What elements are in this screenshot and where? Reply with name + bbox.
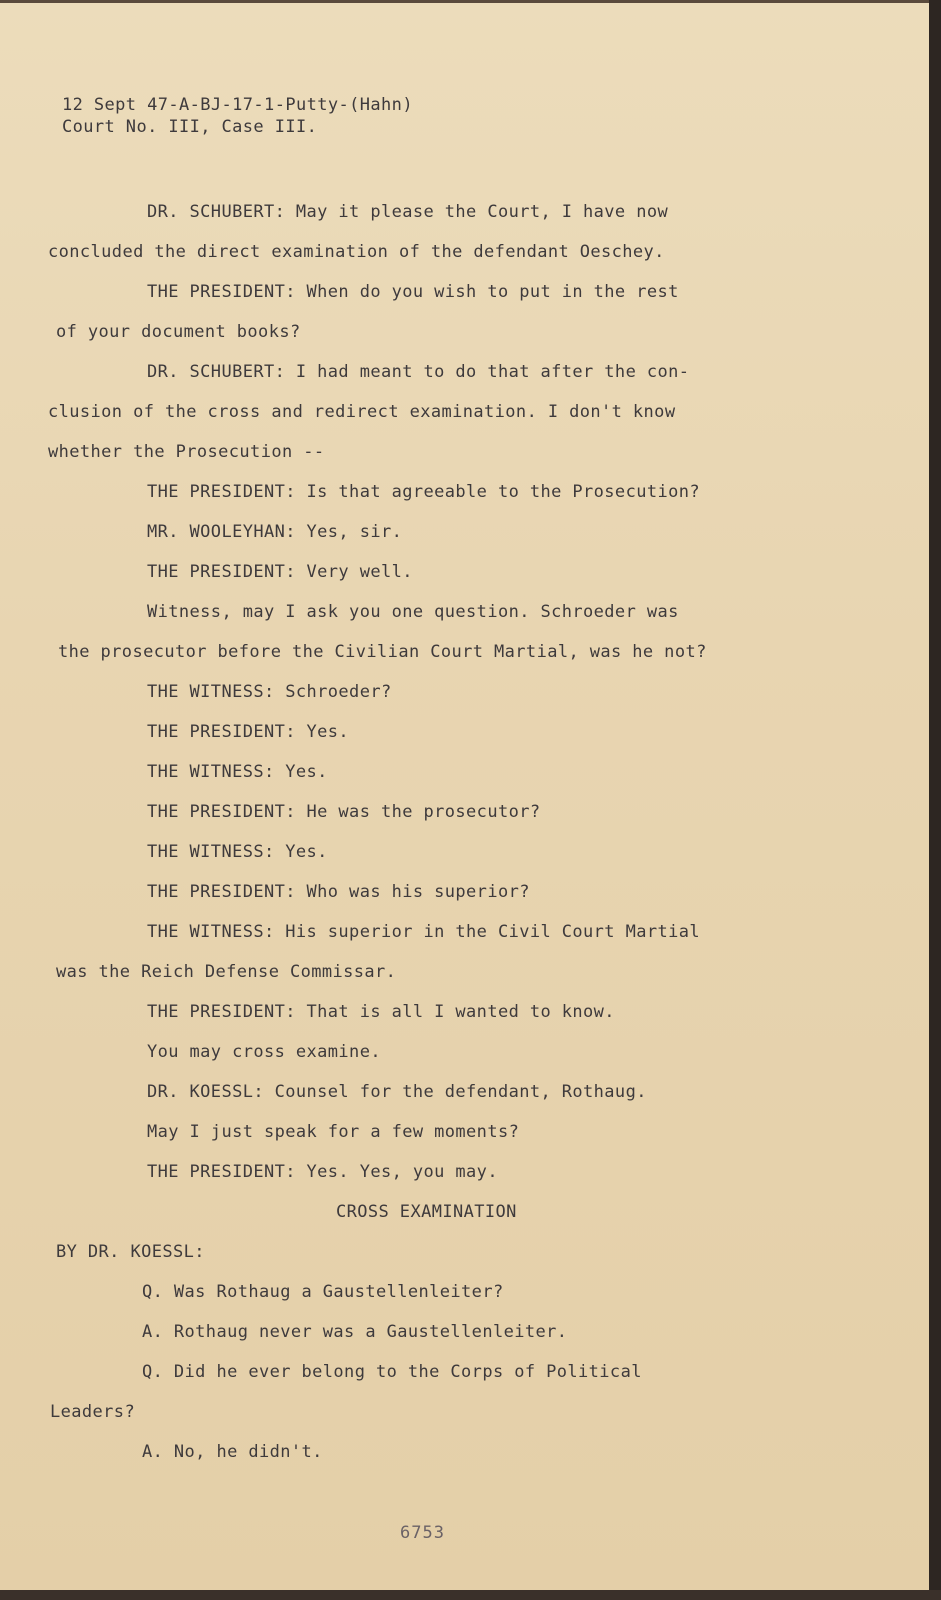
text-line: THE PRESIDENT: When do you wish to put in the rest xyxy=(147,282,679,302)
text-line: THE WITNESS: His superior in the Civil Court Martial xyxy=(147,922,701,942)
text-line: THE PRESIDENT: Yes. xyxy=(147,722,350,742)
header-line-1: 12 Sept 47-A-BJ-17-1-Putty-(Hahn) xyxy=(62,95,413,115)
text-line: THE PRESIDENT: Very well. xyxy=(147,562,413,582)
answer-line: A. No, he didn't. xyxy=(142,1442,323,1462)
text-line: THE PRESIDENT: That is all I wanted to know. xyxy=(147,1002,615,1022)
text-line: THE PRESIDENT: Yes. Yes, you may. xyxy=(147,1162,498,1182)
text-line: THE PRESIDENT: Is that agreeable to the Prosecution? xyxy=(147,482,701,502)
text-line: THE PRESIDENT: He was the prosecutor? xyxy=(147,802,541,822)
text-line: was the Reich Defense Commissar. xyxy=(56,962,397,982)
text-line: Witness, may I ask you one question. Schroeder was xyxy=(147,602,679,622)
text-line: You may cross examine. xyxy=(147,1042,381,1062)
scan-edge-bottom xyxy=(0,1590,941,1600)
question-line: Q. Was Rothaug a Gaustellenleiter? xyxy=(142,1282,504,1302)
text-line: MR. WOOLEYHAN: Yes, sir. xyxy=(147,522,403,542)
text-line: whether the Prosecution -- xyxy=(48,442,325,462)
text-line: DR. SCHUBERT: I had meant to do that after the con- xyxy=(147,362,690,382)
question-line: Q. Did he ever belong to the Corps of Political xyxy=(142,1362,642,1382)
page-number: 6753 xyxy=(400,1523,445,1543)
text-line: THE WITNESS: Schroeder? xyxy=(147,682,392,702)
scan-edge-top xyxy=(0,0,941,3)
answer-line: A. Rothaug never was a Gaustellenleiter. xyxy=(142,1322,568,1342)
text-line: the prosecutor before the Civilian Court Martial, was he not? xyxy=(58,642,707,662)
header-line-2: Court No. III, Case III. xyxy=(62,117,318,137)
text-line: May I just speak for a few moments? xyxy=(147,1122,520,1142)
scan-edge-right xyxy=(929,0,941,1600)
text-line: concluded the direct examination of the defendant Oeschey. xyxy=(48,242,665,262)
text-line: BY DR. KOESSL: xyxy=(56,1242,205,1262)
text-line: THE WITNESS: Yes. xyxy=(147,842,328,862)
text-line: DR. KOESSL: Counsel for the defendant, Rothaug. xyxy=(147,1082,647,1102)
text-line: THE WITNESS: Yes. xyxy=(147,762,328,782)
section-heading: CROSS EXAMINATION xyxy=(336,1202,517,1222)
text-line: of your document books? xyxy=(56,322,301,342)
text-line: clusion of the cross and redirect examination. I don't know xyxy=(48,402,676,422)
text-line: THE PRESIDENT: Who was his superior? xyxy=(147,882,530,902)
text-line: DR. SCHUBERT: May it please the Court, I have now xyxy=(147,202,669,222)
text-line: Leaders? xyxy=(50,1402,136,1422)
